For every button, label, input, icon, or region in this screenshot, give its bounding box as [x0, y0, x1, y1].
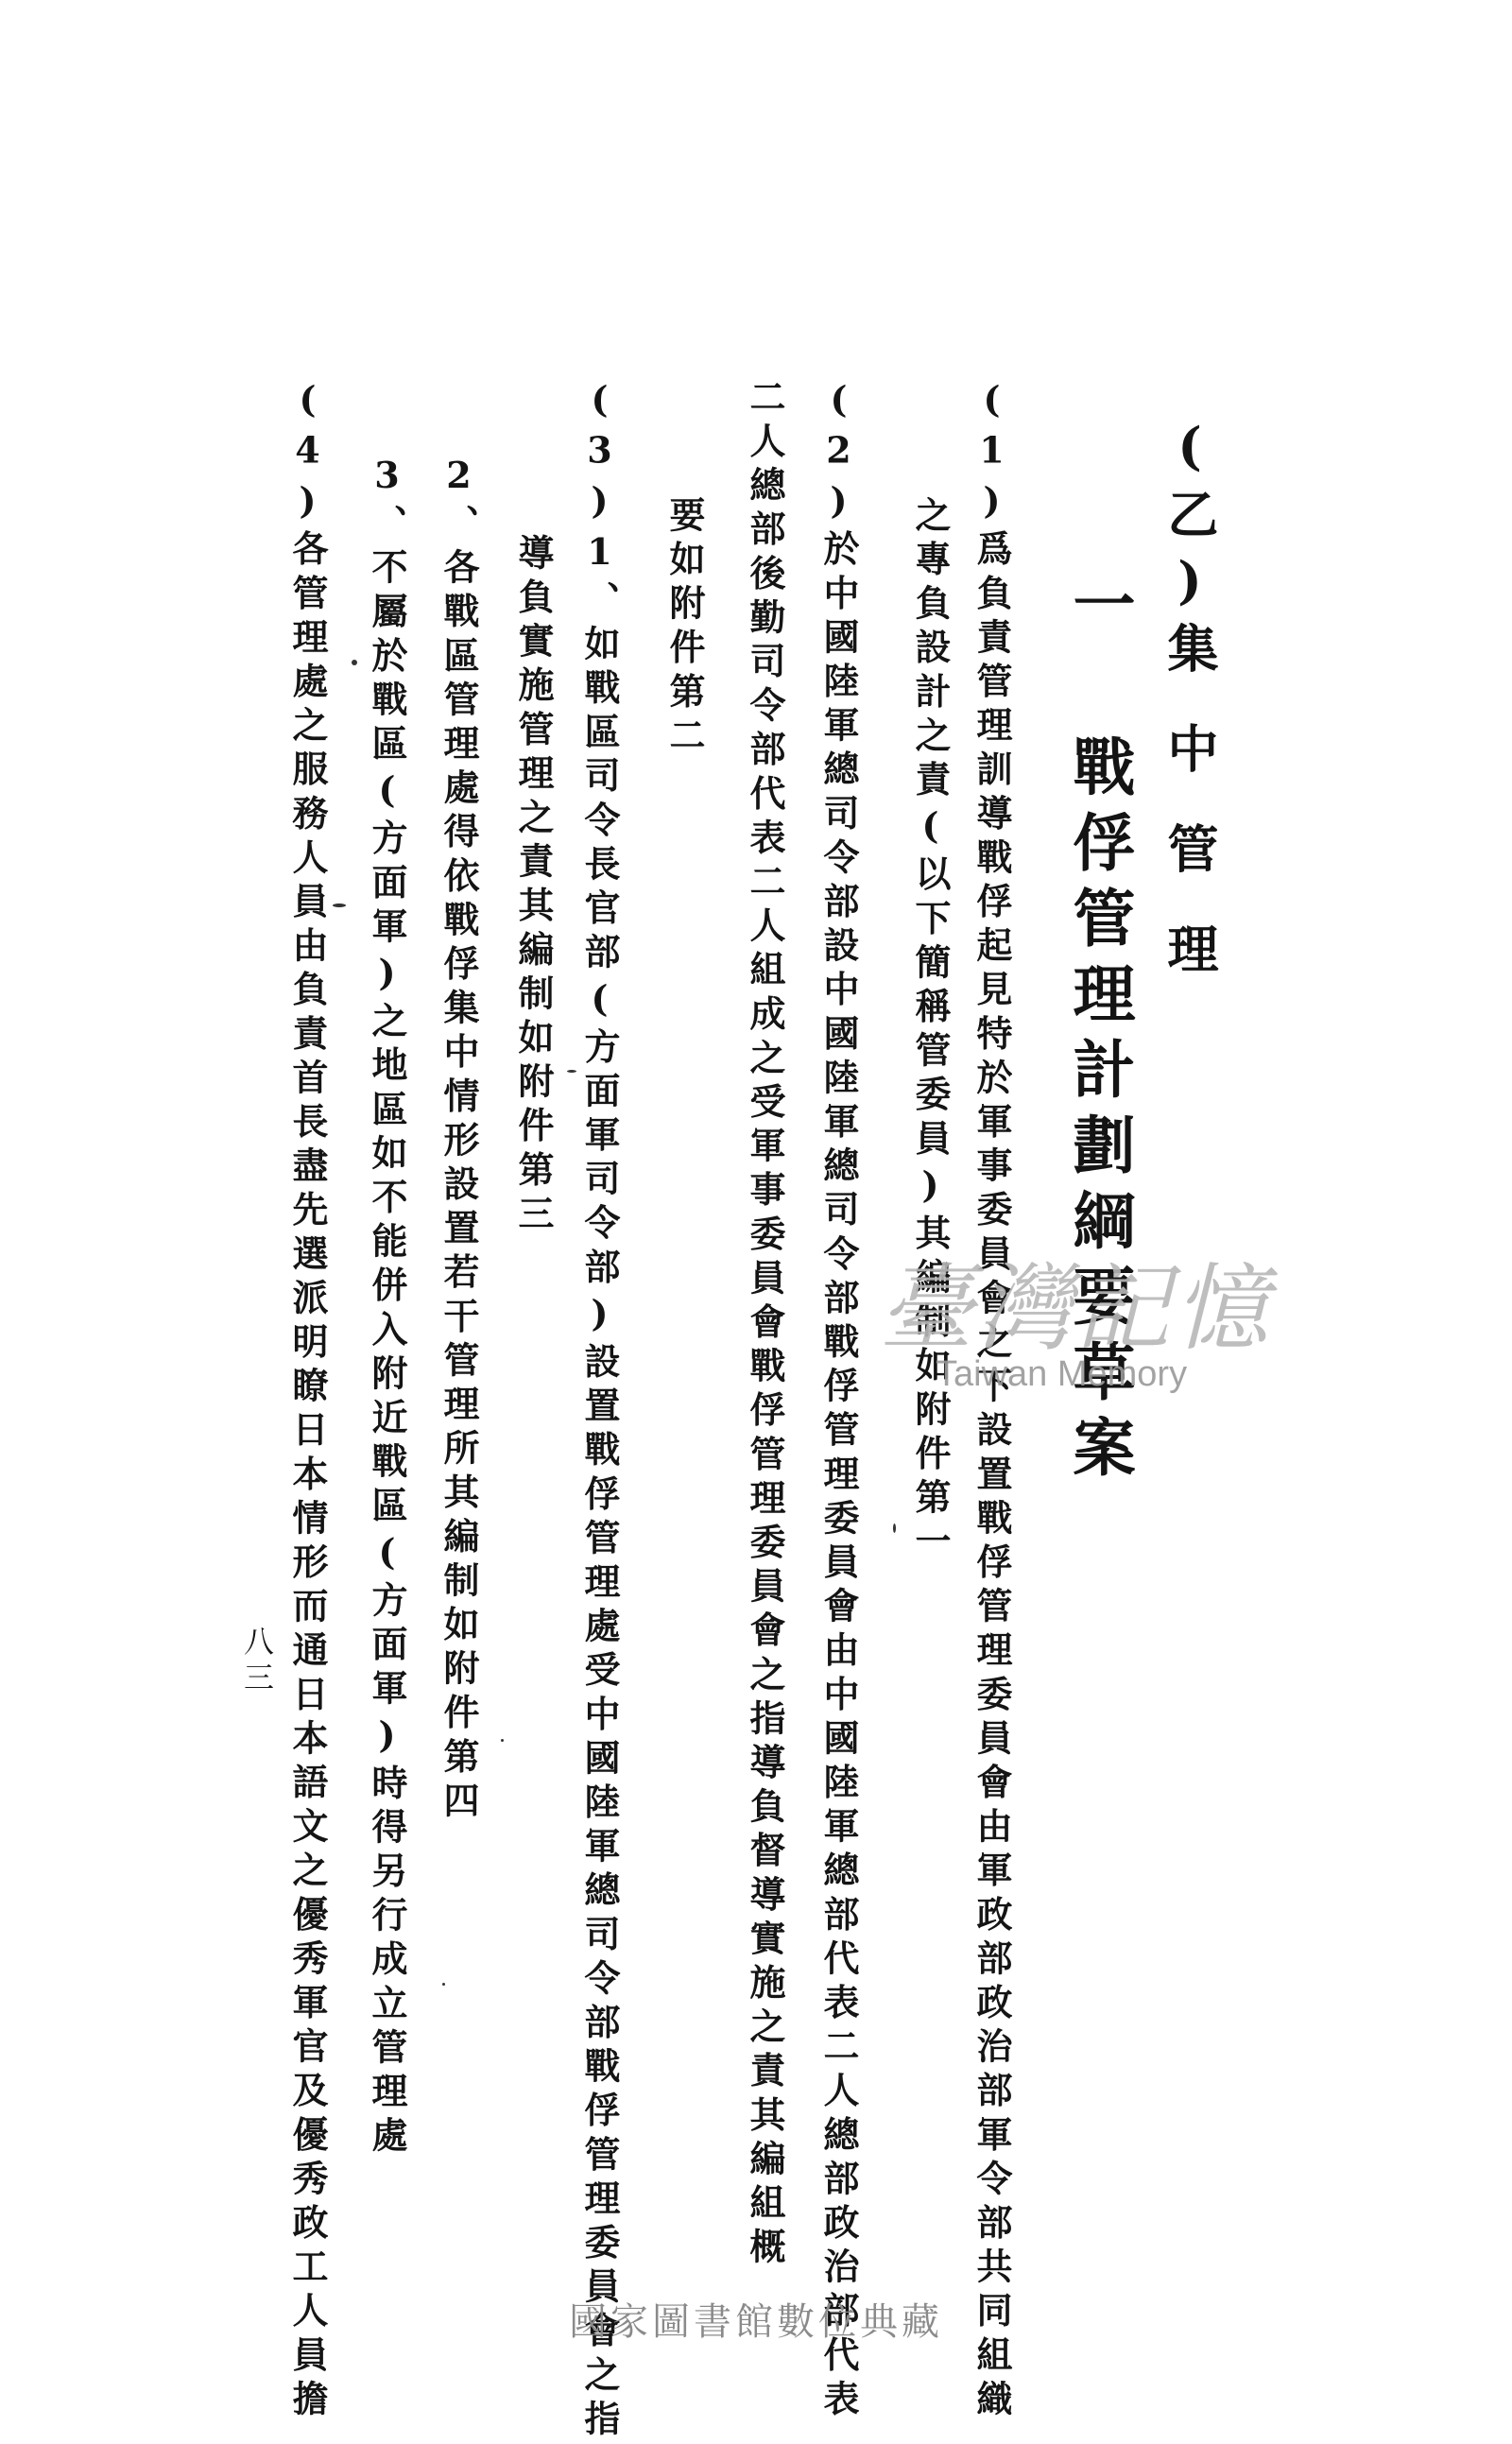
scan-speck	[501, 1739, 504, 1742]
watermark	[879, 1253, 1272, 1394]
section-title: 集中管理	[1160, 622, 1220, 1023]
scan-speck	[567, 1070, 576, 1073]
section-header	[1160, 416, 1220, 1023]
body-line: 導負實施管理之責其編制如附件第三	[512, 534, 555, 1239]
scan-speck	[442, 1983, 445, 1986]
scan-speck	[333, 904, 346, 907]
page-number: 八三	[239, 1626, 275, 1697]
body-line: (2)於中國陸軍總司令部設中國陸軍總司令部戰俘管理委員會由中國陸軍總部代表二人總部政治部代表	[817, 378, 860, 2424]
scan-speck	[893, 1523, 896, 1533]
body-line: (4)各管理處之服務人員由負責首長盡先選派明瞭日本情形而通日本語文之優秀軍官及優秀政工人員擔	[286, 378, 329, 2424]
body-line: 二人總部後勤司令部代表二人組成之受軍事委員會戰俘管理委員會之指導負督導實施之責其編組概	[744, 378, 786, 2272]
section-marker: (乙)	[1160, 416, 1220, 622]
watermark-chinese: 臺灣記憶	[879, 1253, 1272, 1364]
body-line: 之專負設計之責(以下簡稱管委員)其編制如附件第一	[909, 496, 952, 1567]
body-line: (1)爲負責管理訓導戰俘起見特於軍事委員會之下設置戰俘管理委員會由軍政部政治部軍令部共同組織	[971, 378, 1013, 2424]
body-line: 要如附件第二	[663, 496, 706, 761]
body-line: 3、不屬於戰區(方面軍)之地區如不能併入附近戰區(方面軍)時得另行成立管理處	[366, 454, 408, 2160]
main-title: 一 戰俘管理計劃綱要草案	[1062, 572, 1136, 1490]
watermark-english: Taiwan Memory	[936, 1354, 1188, 1394]
body-line: 2、各戰區管理處得依戰俘集中情形設置若干管理所其編制如附件第四	[438, 454, 480, 1826]
footer-caption: 國家圖書館數位典藏	[569, 2300, 943, 2344]
body-line: (3)1、如戰區司令長官部(方面軍司令部)設置戰俘管理處受中國陸軍總司令部戰俘管理委員會之指	[578, 378, 621, 2444]
scan-speck	[352, 660, 357, 665]
